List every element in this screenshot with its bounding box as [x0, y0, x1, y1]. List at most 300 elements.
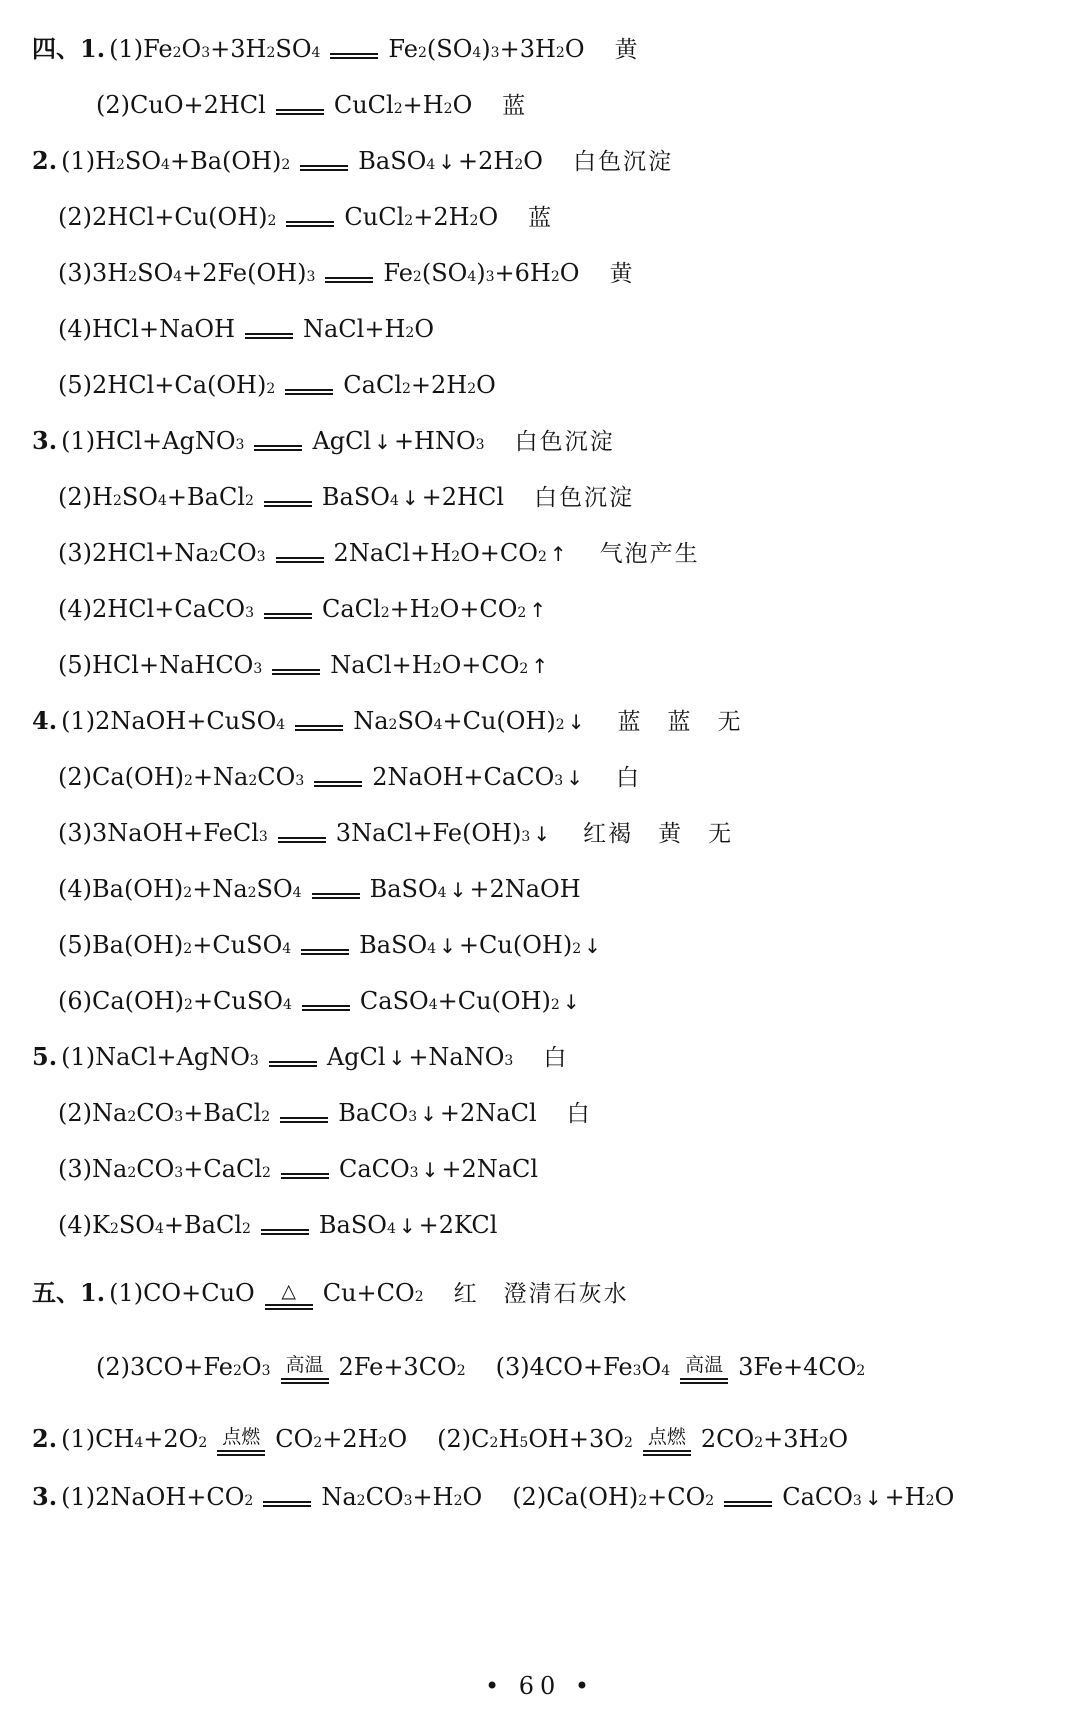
- formula-text: +2O: [143, 1425, 199, 1453]
- double-line: [265, 1304, 313, 1310]
- double-line: [285, 389, 333, 395]
- formula-text: O+CO: [441, 651, 520, 679]
- reaction-yields-sign: [269, 1061, 317, 1067]
- formula-text: 3Fe+4CO: [738, 1353, 857, 1381]
- equation-reactants: [130, 88, 266, 122]
- formula-text: +2NaCl: [439, 1099, 537, 1127]
- equation-line: [58, 480, 634, 515]
- equation-products: Fe 2 (SO 4 ) 3 +6H 2 O: [383, 256, 579, 290]
- formula-text: Ca(OH): [92, 763, 185, 791]
- observation-text: 白: [615, 765, 641, 791]
- equation-reactants: H 2 SO 4 +Ba(OH) 2: [95, 144, 290, 178]
- double-line: [724, 1501, 772, 1507]
- question-sub-number: (3): [495, 1353, 530, 1381]
- double-line: [245, 333, 293, 339]
- equation-reactants: [92, 312, 235, 346]
- formula-text: +2H: [458, 147, 515, 175]
- formula-text: CO: [365, 1483, 404, 1511]
- formula-text: +3H: [210, 35, 267, 63]
- double-line: [643, 1450, 691, 1456]
- formula-text: NaCl+H: [303, 315, 406, 343]
- equation-products: 2NaCl+H 2 O+CO 2 ↑: [334, 536, 570, 571]
- reaction-condition: 高温: [685, 1354, 724, 1376]
- question-sub-number: (2): [96, 91, 130, 119]
- formula-text: +H: [884, 1483, 926, 1511]
- question-sub-number: (3): [58, 819, 92, 847]
- formula-text: 2Fe+3CO: [338, 1353, 457, 1381]
- formula-text: CaCO: [338, 1155, 410, 1183]
- formula-text: +H: [412, 1483, 454, 1511]
- observation-text: 蓝: [502, 93, 528, 119]
- equation-line: [32, 1480, 954, 1515]
- equation-reactants: 2NaOH+CO 2: [95, 1480, 253, 1514]
- equation-products: 3Fe+4CO 2: [738, 1350, 865, 1384]
- formula-text: SO: [118, 1211, 155, 1239]
- equation-reactants: 2HCl+Ca(OH) 2: [92, 368, 275, 402]
- formula-text: NaCl+AgNO: [95, 1043, 250, 1071]
- question-sub-number: (1): [61, 707, 96, 735]
- formula-text: 2NaCl+H: [333, 539, 452, 567]
- double-line: [261, 1229, 309, 1235]
- equation-products: BaSO 4 ↓ +2H 2 O: [358, 144, 543, 179]
- reaction-yields-sign: [281, 1355, 329, 1384]
- equation-products: 2CO 2 +3H 2 O: [701, 1422, 848, 1456]
- formula-text: SO: [275, 35, 312, 63]
- formula-text: 3NaOH+FeCl: [92, 819, 259, 847]
- formula-text: BaSO: [359, 931, 428, 959]
- formula-text: +2NaOH: [469, 875, 581, 903]
- question-sub-number: (2): [96, 1353, 130, 1381]
- equation-reactants: 2HCl+Na 2 CO 3: [92, 536, 266, 570]
- formula-text: Fe: [383, 259, 413, 287]
- formula-text: +HNO: [393, 427, 476, 455]
- formula-text: AgCl: [312, 427, 372, 455]
- reaction-yields-sign: [325, 277, 373, 283]
- formula-text: +NaNO: [408, 1043, 505, 1071]
- formula-text: C: [471, 1425, 490, 1453]
- equation-products: Na 2 SO 4 +Cu(OH) 2 ↓: [353, 704, 587, 739]
- reaction-yields-sign: [643, 1427, 691, 1456]
- formula-text: (SO: [421, 259, 468, 287]
- equation-products: CO 2 +2H 2 O: [275, 1422, 407, 1456]
- equation-line: [58, 368, 496, 402]
- question-number: 3.: [32, 426, 58, 455]
- equation-products: 3NaCl+Fe(OH) 3 ↓: [336, 816, 553, 851]
- formula-text: Fe: [388, 35, 418, 63]
- equation-line: [58, 984, 583, 1019]
- equation-line: [58, 1208, 497, 1243]
- question-sub-number: (2): [512, 1483, 547, 1511]
- formula-text: O: [828, 1425, 849, 1453]
- formula-text: O+CO: [439, 595, 518, 623]
- equation-products: BaSO 4 ↓ +Cu(OH) 2 ↓: [359, 928, 604, 963]
- formula-text: 2HCl+CaCO: [92, 595, 246, 623]
- formula-text: CaCO: [782, 1483, 853, 1511]
- gas-arrow: ↑: [529, 598, 547, 622]
- double-line: [301, 949, 349, 955]
- equation-line: [96, 88, 527, 123]
- double-line: [295, 725, 343, 731]
- formula-text: 2NaOH+CuSO: [95, 707, 277, 735]
- reaction-condition: 点燃: [222, 1426, 261, 1448]
- formula-text: 2HCl+Na: [92, 539, 210, 567]
- equation-reactants: 2NaOH+CuSO 4: [95, 704, 285, 738]
- observation-text: 白色沉淀: [572, 149, 673, 175]
- formula-text: +CuSO: [192, 931, 283, 959]
- equation-reactants: K 2 SO 4 +BaCl 2: [92, 1208, 251, 1242]
- equation-reactants: Ba(OH) 2 +CuSO 4: [92, 928, 291, 962]
- equation-line: [58, 536, 700, 571]
- equation-line: [32, 1422, 848, 1460]
- formula-text: +BaCl: [166, 483, 245, 511]
- observation-text: 白色沉淀: [534, 485, 635, 511]
- equation-products: AgCl ↓ +HNO 3: [312, 424, 484, 459]
- double-line: [263, 1501, 311, 1507]
- formula-text: +Ba(OH): [169, 147, 282, 175]
- gas-arrow: ↑: [531, 654, 549, 678]
- equation-reactants: HCl+NaHCO 3: [92, 648, 262, 682]
- equation-line: [58, 592, 549, 627]
- formula-text: +3H: [499, 35, 556, 63]
- equation-reactants: 2HCl+CaCO 3: [92, 592, 254, 626]
- equation-line: [58, 1096, 592, 1131]
- precipitate-arrow: ↓: [388, 1046, 406, 1070]
- formula-text: 3CO+Fe: [130, 1353, 233, 1381]
- observation-text: 蓝 蓝 无: [617, 709, 743, 735]
- formula-text: SO: [137, 259, 174, 287]
- equation-reactants: Ca(OH) 2 +Na 2 CO 3: [92, 760, 304, 794]
- page-number: • 60 •: [484, 1672, 596, 1700]
- formula-text: CO: [257, 763, 296, 791]
- formula-text: (SO: [426, 35, 473, 63]
- question-sub-number: (4): [58, 315, 92, 343]
- formula-text: CaCl: [343, 371, 402, 399]
- formula-text: ): [476, 259, 486, 287]
- equation-products: CuCl 2 +2H 2 O: [344, 200, 498, 234]
- question-sub-number: (1): [61, 1483, 96, 1511]
- equation-line: [58, 256, 634, 291]
- equation-products: CaSO 4 +Cu(OH) 2 ↓: [360, 984, 583, 1019]
- formula-text: O: [523, 147, 543, 175]
- reaction-condition: 高温: [285, 1354, 324, 1376]
- double-line: [217, 1450, 265, 1456]
- equation-products: 2NaOH+CaCO 3 ↓: [372, 760, 586, 795]
- formula-text: +CO: [647, 1483, 706, 1511]
- question-sub-number: (1): [61, 1043, 96, 1071]
- formula-text: K: [92, 1211, 110, 1239]
- double-line: [325, 277, 373, 283]
- equation-reactants: 2HCl+Cu(OH) 2: [92, 200, 276, 234]
- precipitate-arrow: ↓: [864, 1486, 882, 1510]
- reaction-yields-sign: [254, 445, 302, 451]
- observation-text: 白: [566, 1101, 592, 1127]
- formula-text: SO: [256, 875, 293, 903]
- double-line: [276, 557, 324, 563]
- precipitate-arrow: ↓: [449, 878, 467, 902]
- double-line: [269, 1061, 317, 1067]
- formula-text: H: [498, 1425, 520, 1453]
- formula-text: 2HCl+Ca(OH): [92, 371, 267, 399]
- formula-text: +Na: [192, 875, 248, 903]
- precipitate-arrow: ↓: [398, 1214, 416, 1238]
- formula-text: HCl+AgNO: [95, 427, 236, 455]
- formula-text: Ba(OH): [92, 931, 184, 959]
- equation-products: CaCl 2 +2H 2 O: [343, 368, 496, 402]
- question-number: 4.: [32, 706, 58, 735]
- question-sub-number: (1): [61, 427, 96, 455]
- equation-products: Cu+CO 2: [323, 1276, 424, 1310]
- equation-reactants: Fe 2 O 3 +3H 2 SO 4: [143, 32, 320, 66]
- reaction-yields-sign: [312, 893, 360, 899]
- equation-products: 2Fe+3CO 2: [339, 1350, 466, 1384]
- equation-products: BaCO 3 ↓ +2NaCl: [338, 1096, 536, 1131]
- formula-text: +6H: [494, 259, 551, 287]
- question-number: 2.: [32, 146, 58, 175]
- reaction-yields-sign: [680, 1355, 728, 1384]
- double-line: [302, 1005, 350, 1011]
- precipitate-arrow: ↓: [533, 822, 551, 846]
- equation-reactants: H 2 SO 4 +BaCl 2: [92, 480, 254, 514]
- formula-text: +BaCl: [163, 1211, 242, 1239]
- formula-text: CaSO: [359, 987, 429, 1015]
- reaction-yields-sign: [245, 333, 293, 339]
- equation-reactants: Na 2 CO 3 +BaCl 2: [92, 1096, 270, 1130]
- equation-products: Fe 2 (SO 4 ) 3 +3H 2 O: [388, 32, 584, 66]
- formula-text: +Na: [192, 763, 249, 791]
- formula-text: +Cu(OH): [442, 707, 556, 735]
- question-sub-number: (1): [61, 147, 96, 175]
- observation-text: 白: [543, 1045, 569, 1071]
- reaction-yields-sign: [276, 109, 324, 115]
- precipitate-arrow: ↓: [439, 934, 456, 958]
- reaction-yields-sign: [280, 1117, 328, 1123]
- double-line: [264, 501, 312, 507]
- formula-text: 2HCl+Cu(OH): [92, 203, 268, 231]
- reaction-yields-sign: [724, 1501, 772, 1507]
- reaction-yields-sign: [263, 1501, 311, 1507]
- formula-text: CO: [218, 539, 257, 567]
- formula-text: BaSO: [321, 483, 390, 511]
- formula-text: HCl+NaOH: [92, 315, 235, 343]
- formula-text: O: [414, 315, 434, 343]
- question-sub-number: (1): [61, 1425, 96, 1453]
- formula-text: +2H: [413, 203, 470, 231]
- equation-reactants: 3CO+Fe 2 O 3: [130, 1350, 271, 1384]
- reaction-yields-sign: [278, 837, 326, 843]
- double-line: [680, 1378, 728, 1384]
- formula-text: O: [241, 1353, 262, 1381]
- reaction-yields-sign: [330, 53, 378, 59]
- formula-text: CuCl: [344, 203, 405, 231]
- reaction-yields-sign: [286, 221, 334, 227]
- equation-line: [58, 648, 551, 683]
- equation-reactants: 3NaOH+FeCl 3: [92, 816, 268, 850]
- equation-line: [58, 760, 641, 795]
- formula-text: +2HCl: [421, 483, 505, 511]
- formula-text: BaSO: [358, 147, 427, 175]
- reaction-yields-sign: [302, 1005, 350, 1011]
- double-line: [281, 1173, 329, 1179]
- double-line: [300, 165, 348, 171]
- precipitate-arrow: ↓: [421, 1158, 439, 1182]
- double-line: [272, 669, 320, 675]
- observation-text: 黄: [614, 37, 640, 63]
- formula-text: SO: [121, 483, 158, 511]
- formula-text: 3H: [92, 259, 129, 287]
- equation-line: [58, 816, 733, 851]
- equation-reactants: 4CO+Fe 3 O 4: [530, 1350, 671, 1384]
- question-sub-number: (4): [58, 875, 92, 903]
- formula-text: O: [476, 371, 496, 399]
- precipitate-arrow: ↓: [562, 990, 580, 1014]
- formula-text: 3NaCl+Fe(OH): [335, 819, 522, 847]
- question-sub-number: (6): [58, 987, 92, 1015]
- equation-products: CaCO 3 ↓ +2NaCl: [339, 1152, 538, 1187]
- formula-text: +BaCl: [183, 1099, 262, 1127]
- equation-reactants: NaCl+AgNO 3: [95, 1040, 259, 1074]
- question-sub-number: (1): [109, 35, 144, 63]
- formula-text: CO+CuO: [143, 1279, 255, 1307]
- double-line: [264, 613, 312, 619]
- formula-text: CaCl: [321, 595, 381, 623]
- question-sub-number: (2): [58, 763, 92, 791]
- equation-reactants: Ba(OH) 2 +Na 2 SO 4: [92, 872, 302, 906]
- formula-text: CuO+2HCl: [130, 91, 266, 119]
- formula-text: O: [462, 1483, 483, 1511]
- question-sub-number: (4): [58, 595, 92, 623]
- formula-text: +Cu(OH): [458, 931, 573, 959]
- question-number: 1.: [80, 34, 106, 63]
- formula-text: AgCl: [326, 1043, 386, 1071]
- formula-text: Ca(OH): [546, 1483, 639, 1511]
- formula-text: +2KCl: [418, 1211, 498, 1239]
- formula-text: Na: [321, 1483, 357, 1511]
- question-sub-number: (4): [58, 1211, 92, 1239]
- formula-text: +3H: [763, 1425, 820, 1453]
- formula-text: BaSO: [369, 875, 438, 903]
- formula-text: CO: [275, 1425, 314, 1453]
- double-line: [278, 837, 326, 843]
- equation-reactants: CH 4 +2O 2: [95, 1422, 207, 1456]
- formula-text: CH: [95, 1425, 135, 1453]
- formula-text: 2NaOH+CO: [95, 1483, 245, 1511]
- reaction-yields-sign: [300, 165, 348, 171]
- formula-text: BaSO: [318, 1211, 387, 1239]
- formula-text: +2H: [322, 1425, 379, 1453]
- question-number: 1.: [80, 1278, 106, 1307]
- formula-text: Na: [353, 707, 389, 735]
- observation-text: 气泡产生: [599, 541, 700, 567]
- formula-text: O: [559, 259, 580, 287]
- formula-text: +H: [402, 91, 444, 119]
- formula-text: +Cu(OH): [437, 987, 551, 1015]
- reaction-yields-sign: [265, 1281, 313, 1310]
- reaction-yields-sign: [276, 557, 324, 563]
- formula-text: 2CO: [700, 1425, 755, 1453]
- equation-line: [32, 32, 640, 67]
- double-line: [330, 53, 378, 59]
- reaction-yields-sign: [264, 613, 312, 619]
- formula-text: ): [481, 35, 491, 63]
- formula-text: Ba(OH): [92, 875, 184, 903]
- formula-text: CO: [136, 1099, 175, 1127]
- reaction-yields-sign: [264, 501, 312, 507]
- precipitate-arrow: ↓: [401, 486, 419, 510]
- precipitate-arrow: ↓: [566, 766, 583, 790]
- equation-products: CuCl 2 +H 2 O: [334, 88, 472, 122]
- equation-products: AgCl ↓ +NaNO 3: [327, 1040, 514, 1075]
- formula-text: Fe: [143, 35, 173, 63]
- precipitate-arrow: ↓: [567, 710, 585, 734]
- formula-text: CO: [136, 1155, 175, 1183]
- question-sub-number: (1): [109, 1279, 144, 1307]
- equation-line: [58, 1152, 538, 1187]
- question-number: 3.: [32, 1482, 58, 1511]
- formula-text: Ca(OH): [92, 987, 185, 1015]
- equation-products: BaSO 4 ↓ +2NaOH: [370, 872, 581, 907]
- double-line: [280, 1117, 328, 1123]
- formula-text: SO: [397, 707, 434, 735]
- formula-text: 2NaOH+CaCO: [372, 763, 555, 791]
- observation-text: 红 澄清石灰水: [453, 1281, 629, 1307]
- formula-text: NaCl+H: [330, 651, 433, 679]
- question-number: 5.: [32, 1042, 58, 1071]
- formula-text: Cu+CO: [322, 1279, 415, 1307]
- question-sub-number: (5): [58, 371, 92, 399]
- equation-line: [58, 200, 553, 235]
- reaction-yields-sign: [281, 1173, 329, 1179]
- double-line: [286, 221, 334, 227]
- reaction-yields-sign: [261, 1229, 309, 1235]
- equation-reactants: 3H 2 SO 4 +2Fe(OH) 3: [92, 256, 315, 290]
- observation-text: 红褐 黄 无: [583, 821, 734, 847]
- formula-text: H: [95, 147, 116, 175]
- equation-line: [32, 704, 742, 739]
- equation-products: BaSO 4 ↓ +2HCl: [322, 480, 504, 515]
- equation-reactants: Na 2 CO 3 +CaCl 2: [92, 1152, 271, 1186]
- observation-text: 黄: [609, 261, 635, 287]
- gas-arrow: ↑: [549, 542, 567, 566]
- double-line: [281, 1378, 329, 1384]
- precipitate-arrow: ↓: [438, 150, 456, 174]
- formula-text: OH+3O: [528, 1425, 624, 1453]
- formula-text: Na: [92, 1155, 128, 1183]
- formula-text: CuCl: [333, 91, 394, 119]
- equation-products: NaCl+H 2 O+CO 2 ↑: [330, 648, 551, 683]
- question-sub-number: (5): [58, 931, 92, 959]
- formula-text: +2NaCl: [441, 1155, 539, 1183]
- double-line: [314, 781, 362, 787]
- equation-line: [58, 872, 581, 907]
- formula-text: +2Fe(OH): [182, 259, 307, 287]
- formula-text: O: [452, 91, 473, 119]
- double-line: [276, 109, 324, 115]
- section-heading: 四、: [32, 34, 80, 63]
- formula-text: +CuSO: [192, 987, 283, 1015]
- formula-text: O: [934, 1483, 955, 1511]
- section-heading: 五、: [32, 1278, 80, 1307]
- formula-text: BaCO: [338, 1099, 409, 1127]
- equation-reactants: C 2 H 5 OH+3O 2: [471, 1422, 633, 1456]
- double-line: [312, 893, 360, 899]
- formula-text: O: [478, 203, 499, 231]
- equation-products: NaCl+H 2 O: [303, 312, 434, 346]
- equation-reactants: Ca(OH) 2 +CuSO 4: [92, 984, 292, 1018]
- equation-reactants: HCl+AgNO 3: [95, 424, 244, 458]
- equation-line: [58, 312, 434, 346]
- observation-text: 白色沉淀: [514, 429, 615, 455]
- formula-text: 4CO+Fe: [529, 1353, 633, 1381]
